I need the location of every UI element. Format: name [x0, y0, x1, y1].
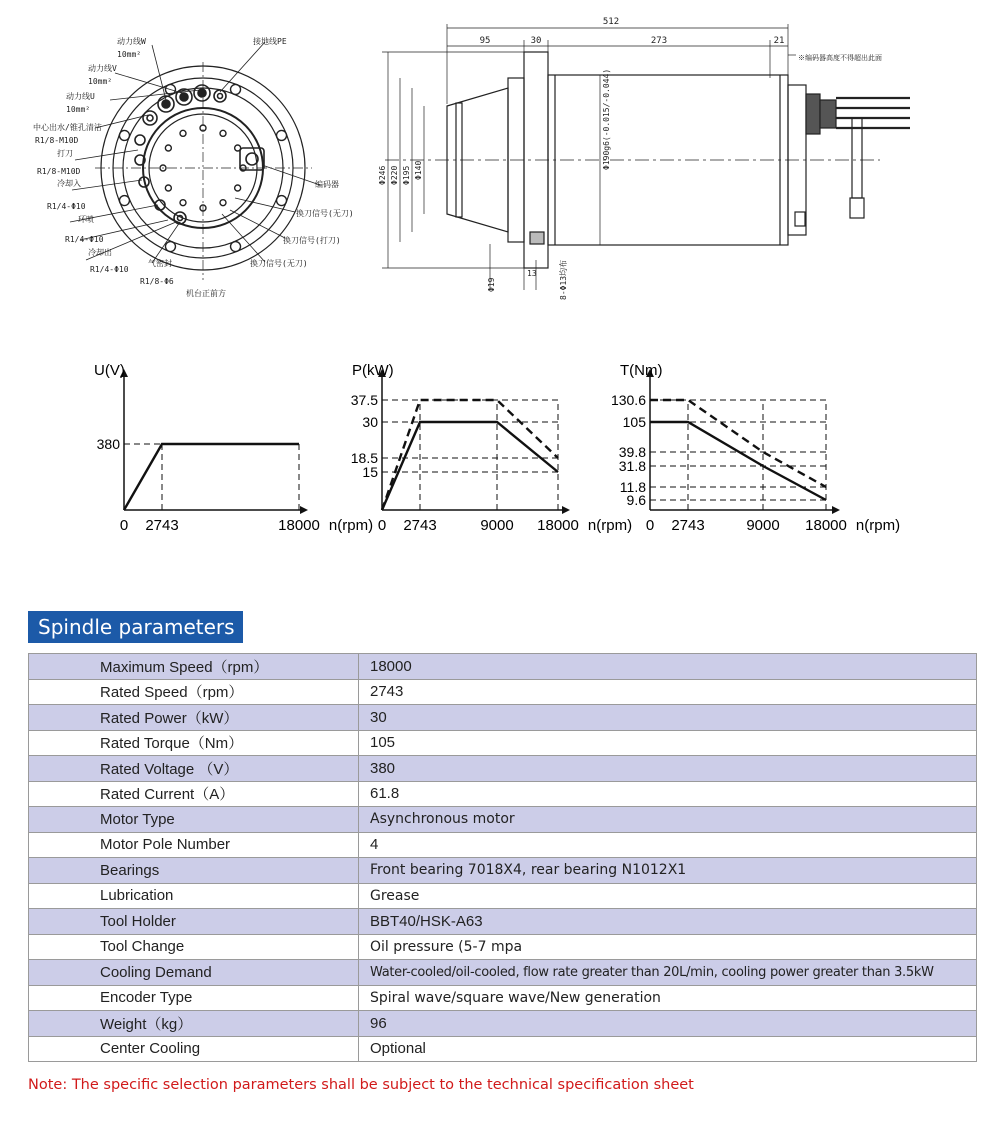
- y-tick-label: 380: [96, 436, 120, 452]
- spindle-parameters-heading: Spindle parameters: [28, 611, 243, 643]
- label-power-w: 动力线W: [117, 37, 146, 46]
- param-label: Weight（kg）: [29, 1011, 359, 1037]
- svg-text:Φ190g6(-0.015/-0.044): Φ190g6(-0.015/-0.044): [602, 68, 611, 170]
- svg-text:273: 273: [650, 36, 668, 46]
- x-tick-label: 18000: [537, 517, 579, 534]
- y-tick-label: 30: [362, 414, 378, 430]
- label-center-water: 中心出水/锥孔清洁: [33, 123, 102, 132]
- y-tick-label: 37.5: [350, 392, 378, 408]
- param-label: Rated Speed（rpm）: [29, 679, 359, 705]
- svg-text:30: 30: [530, 36, 542, 46]
- param-label: Rated Voltage （V）: [29, 756, 359, 782]
- table-row: [29, 807, 977, 833]
- param-label: Rated Torque（Nm）: [29, 730, 359, 756]
- table-row: [29, 909, 977, 935]
- param-value: Oil pressure (5-7 mpa: [359, 934, 977, 960]
- table-row: [29, 1036, 977, 1062]
- power-chart: [351, 362, 632, 534]
- svg-text:10mm²: 10mm²: [88, 77, 113, 86]
- inner-bolt-hole: [220, 200, 226, 206]
- x-tick-label: 0: [377, 517, 387, 534]
- param-value: Grease: [359, 883, 977, 909]
- label-ground-pe: 接地线PE: [253, 37, 287, 46]
- svg-text:Φ220: Φ220: [390, 165, 399, 185]
- param-value: 4: [359, 832, 977, 858]
- param-value: Water-cooled/oil-cooled, flow rate greater than 20L/min, cooling power greater than 3.5kW: [359, 960, 977, 986]
- param-label: Lubrication: [29, 883, 359, 909]
- param-value: 96: [359, 1011, 977, 1037]
- svg-text:冷却出: 冷却出: [88, 248, 112, 257]
- label-power-u: 动力线U: [66, 92, 95, 101]
- svg-text:R1/4-Φ10: R1/4-Φ10: [65, 235, 104, 244]
- x-axis-label: n(rpm): [587, 517, 633, 534]
- label-power-v: 动力线V: [88, 64, 117, 73]
- param-value: 105: [359, 730, 977, 756]
- selection-note: Note: The specific selection parameters shall be subject to the technical specification sheet: [28, 1077, 694, 1093]
- table-row: [29, 679, 977, 705]
- table-row: [29, 883, 977, 909]
- param-label: Maximum Speed（rpm）: [29, 654, 359, 680]
- flange-hole: [277, 130, 287, 140]
- svg-text:冷却入: 冷却入: [57, 179, 81, 188]
- param-label: Rated Power（kW）: [29, 705, 359, 731]
- table-row: [29, 1011, 977, 1037]
- table-row: [29, 960, 977, 986]
- table-row: [29, 781, 977, 807]
- param-value: 380: [359, 756, 977, 782]
- x-tick-label: 2743: [403, 517, 437, 534]
- svg-text:打刀: 打刀: [57, 149, 73, 158]
- param-label: Cooling Demand: [29, 960, 359, 986]
- x-tick-label: 0: [119, 517, 129, 534]
- svg-text:Φ246: Φ246: [378, 165, 387, 185]
- svg-text:Φ195: Φ195: [402, 165, 411, 185]
- param-value: Front bearing 7018X4, rear bearing N1012X1: [359, 858, 977, 884]
- table-row: [29, 756, 977, 782]
- x-tick-label: 18000: [805, 517, 847, 534]
- y-tick-label: 31.8: [618, 458, 646, 474]
- param-value: Spiral wave/square wave/New generation: [359, 985, 977, 1011]
- svg-text:换刀信号(打刀): 换刀信号(打刀): [283, 236, 341, 245]
- svg-text:环喷: 环喷: [78, 215, 94, 224]
- x-tick-label: 2743: [671, 517, 705, 534]
- series-line: [382, 400, 558, 510]
- table-row: [29, 654, 977, 680]
- characteristic-charts: [0, 355, 1000, 555]
- y-tick-label: 15: [362, 464, 378, 480]
- flange-hole: [119, 130, 129, 140]
- table-row: [29, 985, 977, 1011]
- svg-text:换刀信号(无刀): 换刀信号(无刀): [250, 259, 308, 268]
- x-axis-arrow: [562, 506, 570, 514]
- svg-text:95: 95: [479, 36, 491, 46]
- param-value: BBT40/HSK-A63: [359, 909, 977, 935]
- param-label: Rated Current（A）: [29, 781, 359, 807]
- technical-drawings: [0, 0, 1000, 320]
- flange-hole: [165, 242, 175, 252]
- x-axis-label: n(rpm): [855, 517, 901, 534]
- y-tick-label: 130.6: [610, 392, 646, 408]
- y-tick-label: 11.8: [619, 479, 646, 495]
- svg-text:R1/8-M10D: R1/8-M10D: [35, 136, 79, 145]
- param-value: 30: [359, 705, 977, 731]
- spindle-parameters-table: [28, 653, 977, 1062]
- param-value: 2743: [359, 679, 977, 705]
- inner-bolt-hole: [180, 130, 186, 136]
- svg-text:8-Φ13均布: 8-Φ13均布: [559, 259, 568, 300]
- table-row: [29, 705, 977, 731]
- svg-text:R1/8-Φ6: R1/8-Φ6: [140, 277, 174, 286]
- table-row: [29, 730, 977, 756]
- param-value: Asynchronous motor: [359, 807, 977, 833]
- svg-text:10mm²: 10mm²: [66, 105, 91, 114]
- side-view-drawing: [382, 24, 910, 290]
- param-label: Motor Type: [29, 807, 359, 833]
- param-label: Tool Holder: [29, 909, 359, 935]
- y-axis-label: P(kW): [352, 362, 394, 379]
- svg-text:气密封: 气密封: [148, 259, 172, 268]
- svg-text:换刀信号(无刀): 换刀信号(无刀): [296, 209, 354, 218]
- svg-text:R1/8-M10D: R1/8-M10D: [37, 167, 81, 176]
- param-label: Encoder Type: [29, 985, 359, 1011]
- label-machine-front: 机台正前方: [186, 289, 226, 298]
- series-line: [124, 444, 299, 510]
- param-value: 18000: [359, 654, 977, 680]
- param-label: Center Cooling: [29, 1036, 359, 1062]
- flange-hole: [119, 196, 129, 206]
- voltage-chart: [94, 362, 373, 534]
- svg-text:13: 13: [527, 269, 537, 278]
- table-row: [29, 858, 977, 884]
- y-tick-label: 18.5: [350, 450, 378, 466]
- inner-bolt-hole: [165, 145, 171, 151]
- y-tick-label: 39.8: [618, 444, 646, 460]
- table-row: [29, 934, 977, 960]
- inner-bolt-hole: [165, 185, 171, 191]
- encoder-height-note: ※编码器高度不得超出此面: [798, 54, 882, 62]
- label-encoder: 编码器: [315, 180, 339, 189]
- x-axis-arrow: [300, 506, 308, 514]
- x-tick-label: 2743: [145, 517, 179, 534]
- param-label: Motor Pole Number: [29, 832, 359, 858]
- y-tick-label: 9.6: [626, 492, 646, 508]
- x-axis-arrow: [832, 506, 840, 514]
- flange-hole: [231, 242, 241, 252]
- x-tick-label: 9000: [480, 517, 514, 534]
- inner-bolt-hole: [235, 185, 241, 191]
- param-label: Tool Change: [29, 934, 359, 960]
- x-tick-label: 0: [645, 517, 655, 534]
- param-value: Optional: [359, 1036, 977, 1062]
- dim-overall: 512: [602, 17, 620, 27]
- inner-bolt-hole: [180, 200, 186, 206]
- x-axis-label: n(rpm): [328, 517, 374, 534]
- y-axis-label: U(V): [94, 362, 125, 379]
- svg-text:R1/4-Φ10: R1/4-Φ10: [90, 265, 129, 274]
- svg-text:10mm²: 10mm²: [117, 50, 142, 59]
- svg-text:R1/4-Φ10: R1/4-Φ10: [47, 202, 86, 211]
- series-line: [650, 400, 826, 487]
- x-tick-label: 18000: [278, 517, 320, 534]
- table-row: [29, 832, 977, 858]
- inner-bolt-hole: [220, 130, 226, 136]
- y-tick-label: 105: [622, 414, 646, 430]
- flange-hole: [277, 196, 287, 206]
- svg-text:Φ19: Φ19: [487, 277, 496, 292]
- flange-hole: [231, 84, 241, 94]
- torque-chart: [611, 362, 900, 534]
- param-value: 61.8: [359, 781, 977, 807]
- param-label: Bearings: [29, 858, 359, 884]
- svg-text:21: 21: [773, 36, 785, 46]
- x-tick-label: 9000: [746, 517, 780, 534]
- svg-text:Φ140: Φ140: [414, 160, 423, 180]
- y-axis-label: T(Nm): [620, 362, 663, 379]
